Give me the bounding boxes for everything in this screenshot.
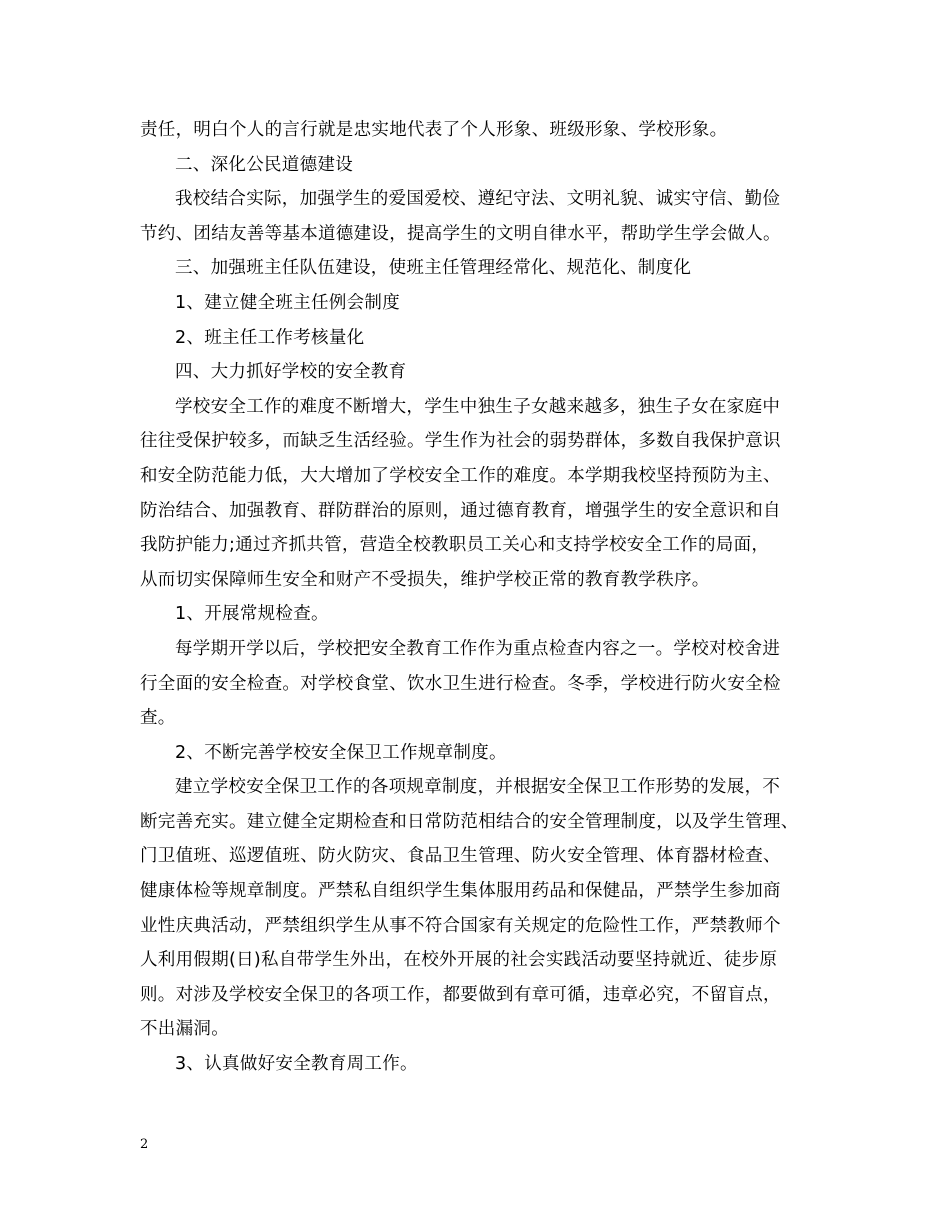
- text-line: 责任，明白个人的言行就是忠实地代表了个人形象、班级形象、学校形象。: [140, 120, 728, 140]
- text-line: 2、不断完善学校安全保卫工作规章制度。: [175, 742, 507, 763]
- text-line: 人利用假期(日)私自带学生外出，在校外开展的社会实践活动要坚持就近、徒步原: [140, 950, 778, 971]
- document-body: [140, 113, 820, 1082]
- text-line: 1、开展常规检查。: [175, 604, 329, 625]
- text-line: 二、深化公民道德建设: [175, 154, 353, 175]
- text-line: 3、认真做好安全教育周工作。: [175, 1054, 418, 1075]
- text-line: 业性庆典活动，严禁组织学生从事不符合国家有关规定的危险性工作，严禁教师个: [140, 915, 781, 936]
- text-line: 断完善充实。建立健全定期检查和日常防范相结合的安全管理制度，以及学生管理、: [140, 811, 799, 832]
- page-number: 2: [140, 1137, 149, 1152]
- text-line: 往往受保护较多，而缺乏生活经验。学生作为社会的弱势群体，多数自我保护意识: [140, 431, 781, 452]
- text-line: 从而切实保障师生安全和财产不受损失，维护学校正常的教育教学秩序。: [140, 569, 710, 590]
- text-line: 防治结合、加强教育、群防群治的原则，通过德育教育，增强学生的安全意识和自: [140, 500, 781, 521]
- text-line: 每学期开学以后，学校把安全教育工作作为重点检查内容之一。学校对校舍进: [175, 638, 781, 659]
- text-line: 门卫值班、巡逻值班、防火防灾、食品卫生管理、防火安全管理、体育器材检查、: [140, 846, 781, 867]
- text-line: 健康体检等规章制度。严禁私自组织学生集体服用药品和保健品，严禁学生参加商: [140, 881, 781, 902]
- text-line: 查。: [140, 708, 176, 729]
- text-line: 四、大力抓好学校的安全教育: [175, 362, 407, 383]
- text-line: 三、加强班主任队伍建设，使班主任管理经常化、规范化、制度化: [175, 258, 692, 279]
- text-line: 不出漏洞。: [140, 1019, 229, 1040]
- text-line: 建立学校安全保卫工作的各项规章制度，并根据安全保卫工作形势的发展，不: [175, 777, 781, 798]
- text-line: 则。对涉及学校安全保卫的各项工作，都要做到有章可循，违章必究，不留盲点，: [140, 984, 781, 1005]
- text-line: 行全面的安全检查。对学校食堂、饮水卫生进行检查。冬季，学校进行防火安全检: [140, 673, 781, 694]
- text-line: 2、班主任工作考核量化: [175, 327, 365, 348]
- text-line: 我校结合实际，加强学生的爱国爱校、遵纪守法、文明礼貌、诚实守信、勤俭: [175, 189, 781, 210]
- text-line: 我防护能力;通过齐抓共管，营造全校教职员工关心和支持学校安全工作的局面，: [140, 535, 770, 556]
- text-line: 1、建立健全班主任例会制度: [175, 292, 401, 313]
- text-line: 学校安全工作的难度不断增大，学生中独生子女越来越多，独生子女在家庭中: [175, 396, 781, 417]
- text-line: 节约、团结友善等基本道德建设，提高学生的文明自律水平，帮助学生学会做人。: [140, 223, 781, 244]
- text-line: 和安全防范能力低，大大增加了学校安全工作的难度。本学期我校坚持预防为主、: [140, 465, 781, 486]
